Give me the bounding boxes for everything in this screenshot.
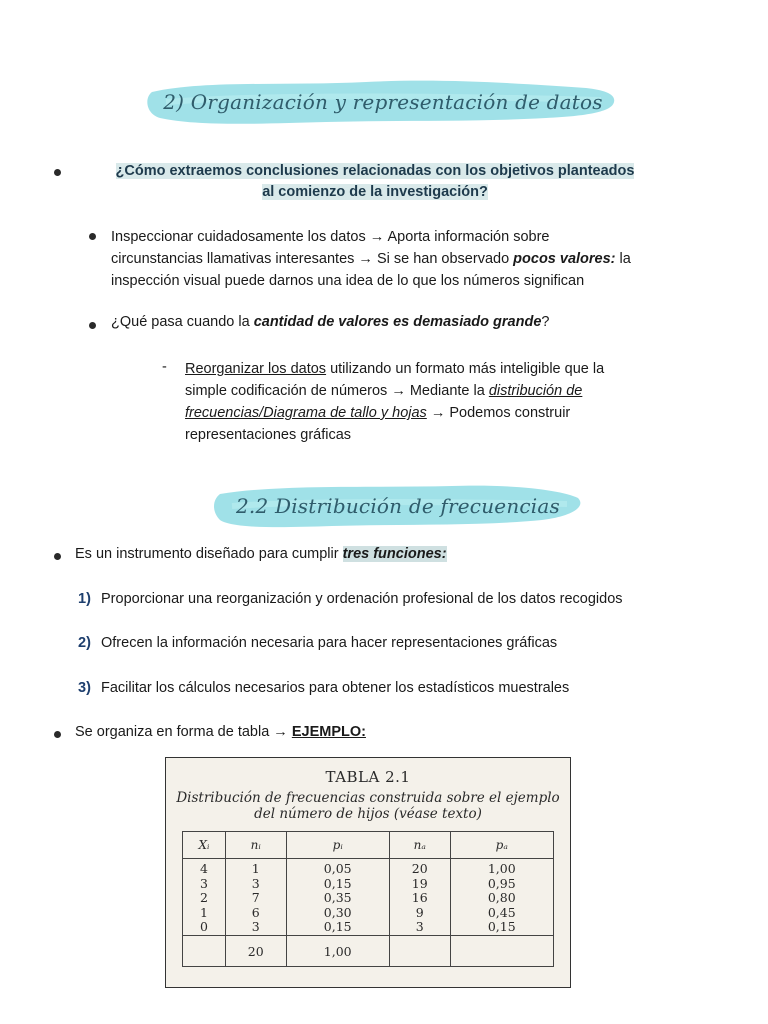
table-cell: 19 — [411, 875, 428, 891]
table-cell: 3 — [199, 875, 208, 891]
table-column-ni — [225, 859, 286, 936]
table-cell: 0,45 — [487, 904, 516, 920]
text-span: Se organiza en forma de tabla → — [75, 724, 292, 740]
table-header-cell: nᵢ — [225, 832, 286, 859]
text-line — [185, 380, 582, 402]
table-header-cell: nₐ — [389, 832, 450, 859]
emphasis-text: cantidad de valores es demasiado grande — [253, 314, 542, 330]
table-header-cell: pₐ — [450, 832, 553, 859]
table-cell: 0,15 — [323, 875, 352, 891]
text-span: la — [615, 251, 631, 267]
table-cell: 2 — [199, 890, 208, 905]
list-item: Facilitar los cálculos necesarios para obtener los estadísticos muestrales — [101, 680, 570, 696]
text-line — [111, 248, 631, 270]
text-line: inspección visual puede darnos una idea de lo que los números significan — [111, 273, 585, 289]
table-cell: 6 — [251, 904, 260, 920]
table-column-na — [389, 859, 450, 936]
table-column-pa — [450, 859, 553, 936]
table-header-cell: Xᵢ — [183, 832, 226, 859]
table-cell: 3 — [415, 919, 424, 934]
table-cell: 16 — [411, 890, 428, 905]
text-span: ? — [541, 314, 550, 330]
dash-marker: - — [162, 359, 167, 375]
table-caption-line-1: Distribución de frecuencias construida sobre el ejemplo — [176, 790, 560, 806]
section-heading-1-text: 2) Organización y representación de datos — [163, 90, 603, 114]
bullet-dot — [54, 731, 61, 738]
table-cell: 1 — [199, 904, 208, 920]
table-cell: 3 — [251, 919, 260, 934]
text-span: → Podemos construir — [426, 405, 571, 421]
text-span: simple codificación de números → Mediante la — [185, 383, 489, 399]
table-caption-line-2: del número de hijos (véase texto) — [254, 806, 482, 822]
underlined-italic-text: distribución de — [488, 383, 583, 399]
table-caption — [166, 790, 570, 822]
table-cell: 0,15 — [487, 919, 516, 934]
list-number: 1) — [78, 591, 91, 607]
table-cell: 0,95 — [487, 875, 516, 891]
question-line-1: ¿Cómo extraemos conclusiones relacionadas con los objetivos planteados — [115, 163, 635, 179]
table-total-cell: 20 — [225, 936, 286, 967]
table-column-pi — [286, 859, 389, 936]
bullet-three-functions — [75, 546, 447, 562]
table-cell: 4 — [199, 861, 208, 876]
list-number: 2) — [78, 635, 91, 651]
table-cell — [183, 936, 226, 967]
list-item: Ofrecen la información necesaria para hacer representaciones gráficas — [101, 635, 558, 651]
table-cell: 1,00 — [487, 861, 516, 876]
table-cell — [389, 936, 450, 967]
table-header-row — [183, 832, 554, 859]
text-line — [185, 402, 570, 424]
bullet-table-form — [75, 724, 366, 740]
text-span: circunstancias llamativas interesantes → Si se han observado — [111, 251, 514, 267]
table-cell: 0,30 — [323, 904, 352, 920]
table-title: TABLA 2.1 — [325, 768, 411, 786]
table-cell: 3 — [251, 875, 260, 891]
emphasis-text: pocos valores: — [513, 251, 616, 267]
table-cell: 20 — [411, 861, 428, 876]
table-total-row — [183, 936, 554, 967]
table-cell: 0,35 — [323, 890, 352, 905]
table-cell: 9 — [415, 904, 424, 920]
bullet-dot — [54, 169, 61, 176]
table-cell: 0,05 — [323, 861, 352, 876]
table-cell: 1 — [251, 861, 260, 876]
bullet-dot — [89, 322, 96, 329]
scanned-table-image — [165, 757, 571, 988]
text-span: utilizando un formato más inteligible que la — [326, 361, 605, 377]
underlined-italic-text: frecuencias/Diagrama de tallo y hojas — [185, 405, 427, 421]
bullet-question-large-values — [111, 314, 549, 330]
section-heading-2 — [212, 478, 584, 534]
section-heading-1 — [146, 72, 620, 132]
table-cell: 0 — [199, 919, 208, 934]
table-cell: 0,15 — [323, 919, 352, 934]
section-heading-2-text: 2.2 Distribución de frecuencias — [236, 494, 560, 518]
highlighted-emphasis-text: tres funciones: — [342, 546, 447, 562]
example-label: EJEMPLO: — [291, 724, 366, 740]
text-line: representaciones gráficas — [185, 427, 352, 443]
text-line — [185, 358, 604, 380]
table-cell: 7 — [251, 890, 260, 905]
bullet-dot — [89, 233, 96, 240]
text-span: ¿Qué pasa cuando la — [111, 314, 254, 330]
text-span: Es un instrumento diseñado para cumplir — [75, 546, 343, 562]
question-line-2: al comienzo de la investigación? — [262, 184, 488, 200]
table-cell — [450, 936, 553, 967]
question-highlight — [75, 161, 675, 203]
list-item: Proporcionar una reorganización y ordenación profesional de los datos recogidos — [101, 591, 623, 607]
frequency-table — [182, 831, 554, 967]
bullet-dot — [54, 553, 61, 560]
table-column-xi — [183, 859, 226, 936]
list-number: 3) — [78, 680, 91, 696]
text-line: Inspeccionar cuidadosamente los datos → Aporta información sobre — [111, 229, 550, 245]
table-data-row — [183, 859, 554, 936]
table-cell: 0,80 — [487, 890, 516, 905]
table-header-cell: pᵢ — [286, 832, 389, 859]
underlined-text: Reorganizar los datos — [185, 361, 327, 377]
table-total-cell: 1,00 — [286, 936, 389, 967]
